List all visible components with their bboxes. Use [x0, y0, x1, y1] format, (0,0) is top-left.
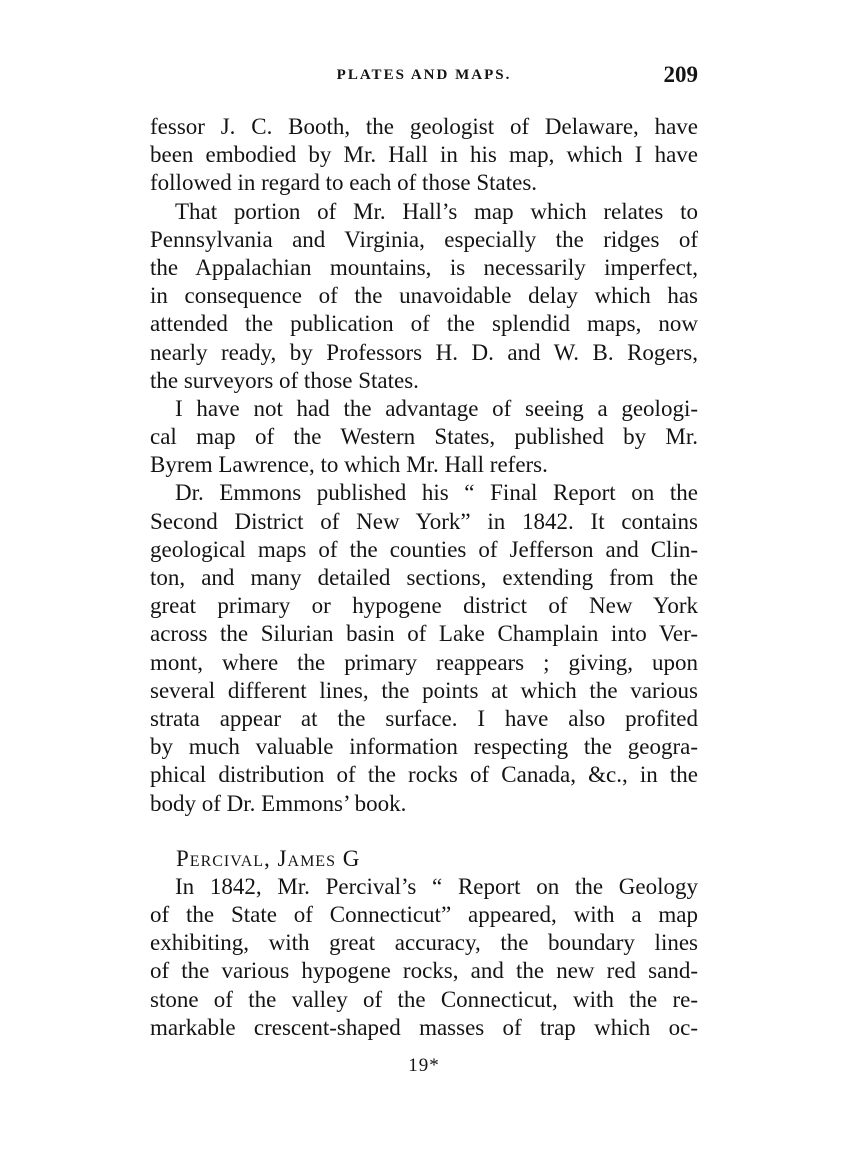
page-header	[150, 62, 698, 92]
paragraph	[150, 198, 698, 395]
text-line: by much valuable information respecting the geogra-	[150, 734, 698, 760]
text-line: mont, where the primary reappears ; giving, upon	[150, 649, 698, 675]
text-line: of the various hypogene rocks, and the new red sand-	[150, 958, 698, 984]
text-line: Second District of New York” in 1842. It contains	[150, 508, 698, 534]
text-line: markable crescent-shaped masses of trap which oc-	[150, 1014, 698, 1040]
text-line: followed in regard to each of those States.	[150, 170, 538, 196]
text-line: attended the publication of the splendid maps, now	[150, 311, 698, 337]
text-line: In 1842, Mr. Percival’s “ Report on the Geology	[175, 873, 698, 899]
text-line: the surveyors of those States.	[150, 367, 419, 393]
text-line: phical distribution of the rocks of Canada, &c., in the	[150, 762, 698, 788]
text-line: several different lines, the points at which the various	[150, 677, 698, 703]
text-line: Pennsylvania and Virginia, especially the ridges of	[150, 226, 698, 252]
text-line: ton, and many detailed sections, extending from the	[150, 565, 698, 590]
text-line: stone of the valley of the Connecticut, with the re-	[150, 986, 698, 1012]
text-line: across the Silurian basin of Lake Champlain into Ver-	[150, 621, 698, 647]
text-line: cal map of the Western States, published by Mr.	[150, 424, 698, 450]
text-line: nearly ready, by Professors H. D. and W. B. Rogers,	[150, 339, 698, 365]
text-line: fessor J. C. Booth, the geologist of Delaware, have	[150, 114, 698, 139]
text-line: Byrem Lawrence, to which Mr. Hall refers.	[150, 452, 548, 478]
text-line: Dr. Emmons published his “ Final Report on the	[175, 480, 698, 506]
text-line: geological maps of the counties of Jefferson and Clin-	[150, 536, 698, 562]
paragraph	[150, 113, 698, 198]
paragraph	[150, 479, 698, 817]
section-heading: Percival, James G	[176, 845, 361, 871]
text-line: great primary or hypogene district of New York	[150, 593, 698, 619]
section-spacer	[150, 818, 698, 845]
signature-mark: 19*	[408, 1055, 440, 1076]
text-line: in consequence of the unavoidable delay which has	[150, 283, 698, 309]
text-line: exhibiting, with great accuracy, the boundary lines	[150, 930, 698, 956]
paragraph	[150, 395, 698, 480]
text-line: been embodied by Mr. Hall in his map, which I have	[150, 142, 698, 168]
body-text	[150, 113, 698, 1042]
text-line: strata appear at the surface. I have also profited	[150, 705, 698, 731]
running-head: PLATES AND MAPS.	[336, 67, 512, 83]
text-line: of the State of Connecticut” appeared, with a map	[150, 902, 698, 928]
text-line: the Appalachian mountains, is necessarily imperfect,	[150, 254, 698, 280]
text-line: That portion of Mr. Hall’s map which relates to	[175, 198, 698, 224]
paragraph	[150, 873, 698, 1042]
page-number: 209	[663, 62, 698, 87]
text-line: body of Dr. Emmons’ book.	[150, 790, 407, 816]
text-line: I have not had the advantage of seeing a geologi-	[175, 395, 698, 421]
